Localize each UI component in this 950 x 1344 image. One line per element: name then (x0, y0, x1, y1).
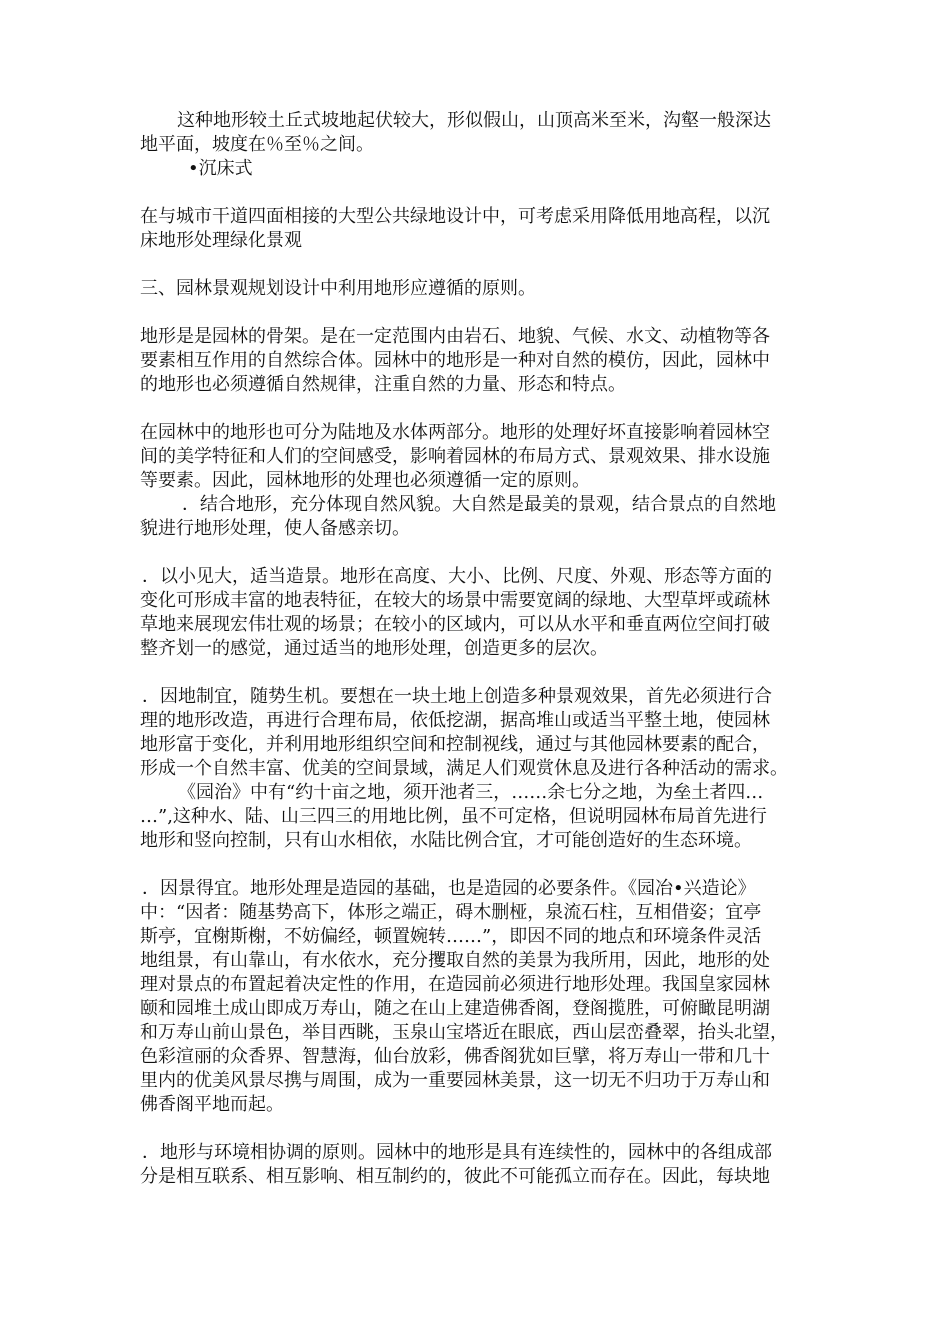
text-line: 《园治》中有“约十亩之地，须开池者三，……余七分之地，为垒土者四… (178, 782, 764, 803)
text-line: 理的地形改造，再进行合理布局，依低挖湖，据高堆山或适当平整土地，使园林 (140, 710, 770, 731)
text-line: 地形和竖向控制，只有山水相依，水陆比例合宜，才可能创造好的生态环境。 (140, 830, 752, 851)
text-line: 在与城市干道四面相接的大型公共绿地设计中，可考虑采用降低用地高程，以沉 (140, 206, 770, 227)
text-line: 佛香阁平地而起。 (140, 1094, 284, 1115)
text-line: ．结合地形，充分体现自然风貌。大自然是最美的景观，结合景点的自然地 (182, 494, 776, 515)
text-line: •沉床式 (188, 158, 253, 179)
text-line: 整齐划一的感觉，通过适当的地形处理，创造更多的层次。 (140, 638, 608, 659)
text-line: 斯亭，宜榭斯榭，不妨偏经，顿置婉转……”，即因不同的地点和环境条件灵活 (140, 926, 762, 947)
text-line: 要素相互作用的自然综合体。园林中的地形是一种对自然的模仿，因此，园林中 (140, 350, 770, 371)
text-line: 间的美学特征和人们的空间感受，影响着园林的布局方式、景观效果、排水设施 (140, 446, 770, 467)
text-line: 地平面，坡度在％至％之间。 (140, 134, 374, 155)
text-line: ．因地制宜，随势生机。要想在一块土地上创造多种景观效果，首先必须进行合 (142, 686, 772, 707)
text-line: 这种地形较土丘式坡地起伏较大，形似假山，山顶高米至米，沟壑一般深达 (177, 110, 771, 131)
text-line: ．因景得宜。地形处理是造园的基础，也是造园的必要条件。《园冶•兴造论》 (142, 878, 756, 899)
text-line: 变化可形成丰富的地表特征，在较大的场景中需要宽阔的绿地、大型草坪或疏林 (140, 590, 770, 611)
text-line: 貌进行地形处理，使人备感亲切。 (140, 518, 410, 539)
text-line: 色彩渲丽的众香界、智慧海，仙台放彩，佛香阁犹如巨擘，将万寿山一带和几十 (140, 1046, 770, 1067)
text-line: 分是相互联系、相互影响、相互制约的，彼此不可能孤立而存在。因此，每块地 (140, 1166, 770, 1187)
text-line: 地形富于变化，并利用地形组织空间和控制视线，通过与其他园林要素的配合， (140, 734, 770, 755)
text-line: 床地形处理绿化景观 (140, 230, 302, 251)
text-line: 地形是是园林的骨架。是在一定范围内由岩石、地貌、气候、水文、动植物等各 (140, 326, 770, 347)
text-line: 在园林中的地形也可分为陆地及水体两部分。地形的处理好坏直接影响着园林空 (140, 422, 770, 443)
text-line: 里内的优美风景尽携与周围，成为一重要园林美景，这一切无不归功于万寿山和 (140, 1070, 770, 1091)
text-line: ．以小见大，适当造景。地形在高度、大小、比例、尺度、外观、形态等方面的 (142, 566, 772, 587)
text-line: ．地形与环境相协调的原则。园林中的地形是具有连续性的，园林中的各组成部 (142, 1142, 772, 1163)
text-line: 等要素。因此，园林地形的处理也必须遵循一定的原则。 (140, 470, 590, 491)
text-line: 中：“因者：随基势高下，体形之端正，碍木删桠，泉流石柱，互相借姿；宜亭 (140, 902, 762, 923)
text-line: 形成一个自然丰富、优美的空间景域，满足人们观赏休息及进行各种活动的需求。 (140, 758, 788, 779)
section-heading: 三、园林景观规划设计中利用地形应遵循的原则。 (140, 278, 536, 299)
text-line: 的地形也必须遵循自然规律，注重自然的力量、形态和特点。 (140, 374, 626, 395)
text-line: 理对景点的布置起着决定性的作用，在造园前必须进行地形处理。我国皇家园林 (140, 974, 770, 995)
text-line: …”,这种水、陆、山三四三的用地比例，虽不可定格，但说明园林布局首先进行 (140, 806, 767, 827)
text-line: 和万寿山前山景色，举目西眺，玉泉山宝塔近在眼底，西山层峦叠翠，抬头北望， (140, 1022, 788, 1043)
text-line: 地组景，有山靠山，有水依水，充分攫取自然的美景为我所用，因此，地形的处 (140, 950, 770, 971)
text-line: 草地来展现宏伟壮观的场景；在较小的区域内，可以从水平和垂直两位空间打破 (140, 614, 770, 635)
text-line: 颐和园堆土成山即成万寿山，随之在山上建造佛香阁，登阁揽胜，可俯瞰昆明湖 (140, 998, 770, 1019)
